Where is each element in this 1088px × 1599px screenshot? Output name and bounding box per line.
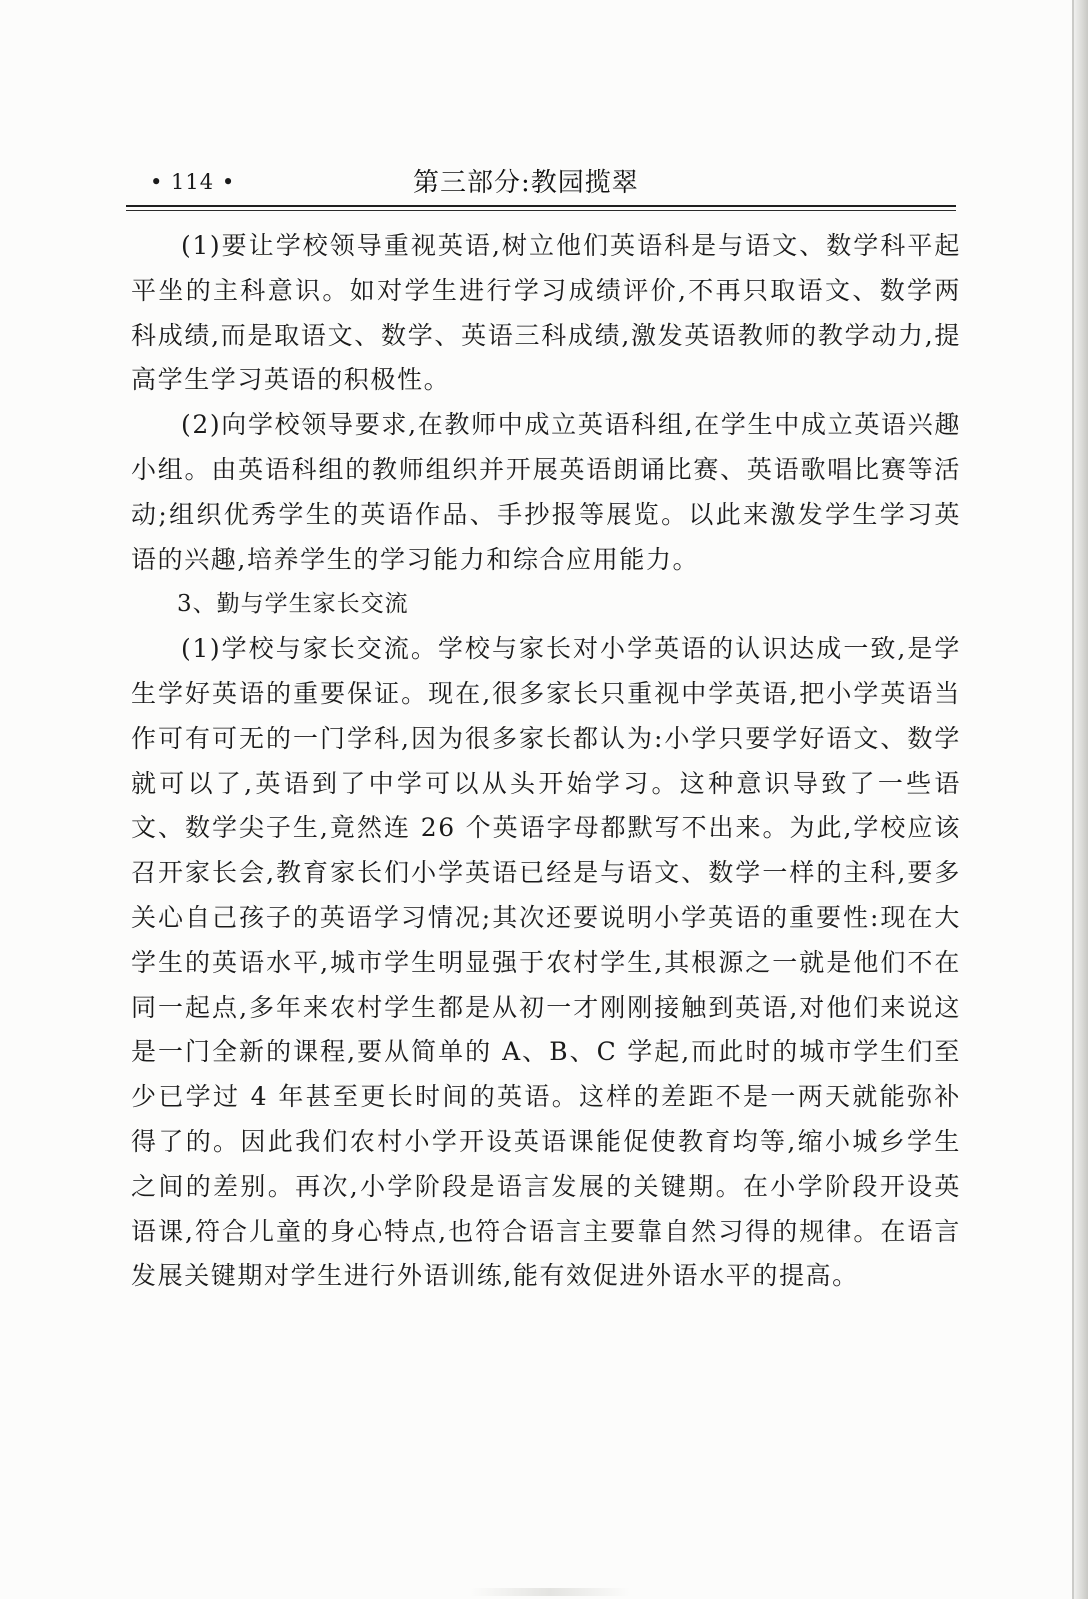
header-rule-thin: [126, 210, 956, 211]
section-subheading: 3、勤与学生家长交流: [177, 591, 409, 618]
header-rule-thick: [126, 205, 956, 207]
body-text: [131, 224, 961, 1299]
paragraph: (1)要让学校领导重视英语,树立他们英语科是与语文、数学科平起平坐的主科意识。如对学生进行学习成绩评价,不再只取语文、数学两科成绩,而是取语文、数学、英语三科成绩,激发英语教师的教学动力,提高学生学习英语的积极性。: [131, 231, 961, 395]
section-title: 第三部分:教园揽翠: [413, 168, 639, 198]
paragraph: (1)学校与家长交流。学校与家长对小学英语的认识达成一致,是学生学好英语的重要保证。现在,很多家长只重视中学英语,把小学英语当作可有可无的一门学科,因为很多家长都认为:小学只要学好语文、数学就可以了,英语到了中学可以从头开始学习。这种意识导致了一些语文、数学尖子生,竟然连 26 个英语字母都默写不出来。为此,学校应该召开家长会,教育家长们小学英语已经是与语文、数学一样的主科,要多关心自己孩子的英语学习情况;其次还要说明小学英语的重要性:现在大学生的英语水平,城市学生明显强于农村学生,其根源之一就是他们不在同一起点,多年来农村学生都是从初一才刚刚接触到英语,对他们来说这是一门全新的课程,要从简单的 A、B、C 学起,而此时的城市学生们至少已学过 4 年甚至更长时间的英语。这样的差距不是一两天就能弥补得了的。因此我们农村小学开设英语课能促使教育均等,缩小城乡学生之间的差别。再次,小学阶段是语言发展的关键期。在小学阶段开设英语课,符合儿童的身心特点,也符合语言主要靠自然习得的规律。在语言发展关键期对学生进行外语训练,能有效促进外语水平的提高。: [131, 634, 961, 1291]
page-number: • 114 •: [150, 170, 236, 194]
paragraph: (2)向学校领导要求,在教师中成立英语科组,在学生中成立英语兴趣小组。由英语科组的教师组织并开展英语朗诵比赛、英语歌唱比赛等活动;组织优秀学生的英语作品、手抄报等展览。以此来激发学生学习英语的兴趣,培养学生的学习能力和综合应用能力。: [131, 410, 961, 574]
scan-smudge: [470, 1588, 630, 1596]
scan-edge-shadow: [1074, 0, 1088, 1599]
running-header: [128, 160, 956, 204]
